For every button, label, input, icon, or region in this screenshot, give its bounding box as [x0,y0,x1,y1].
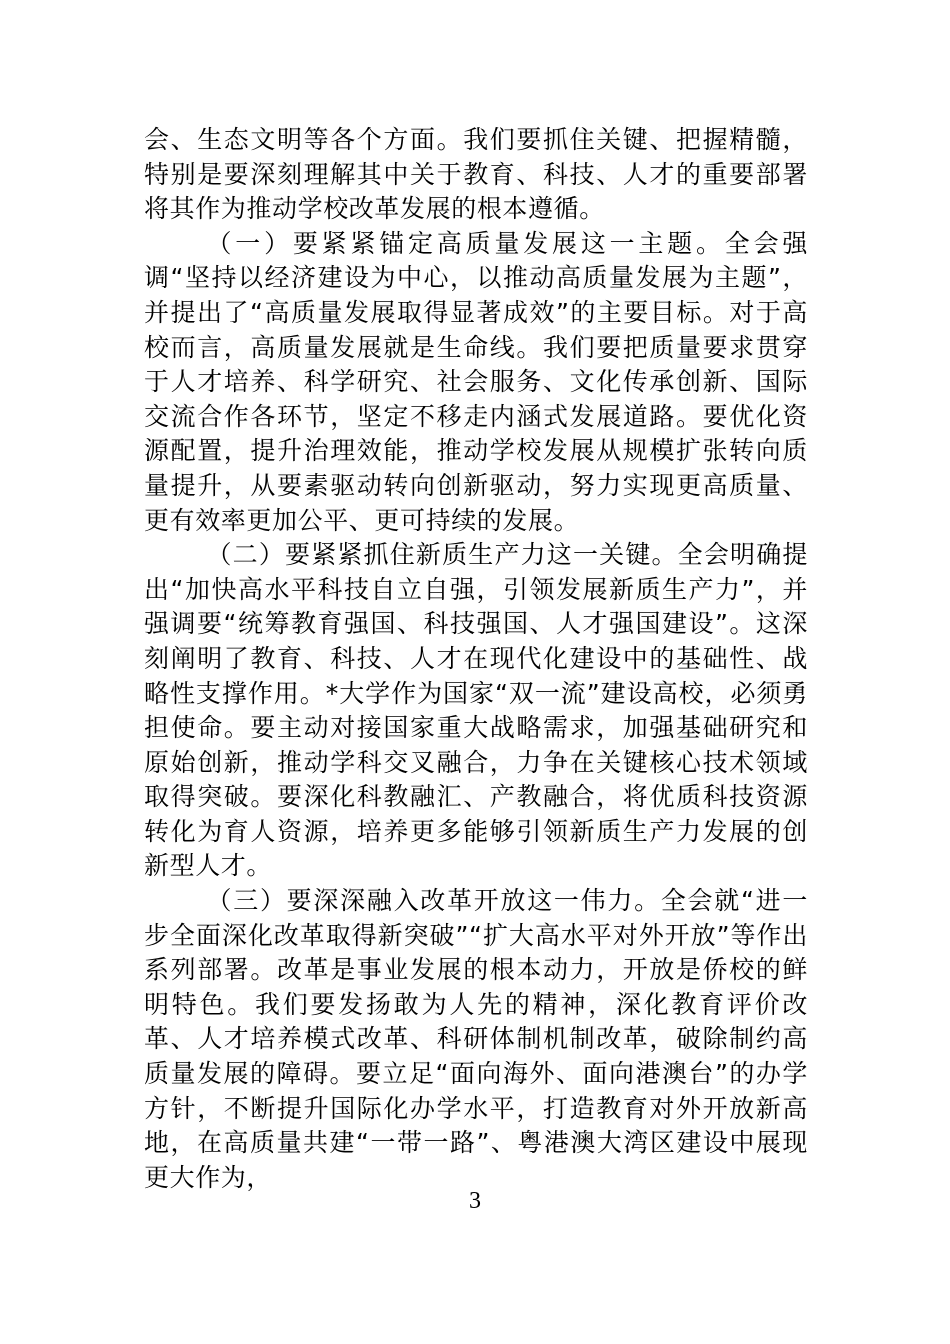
document-body [144,123,808,1195]
paragraph-section-2: （二）要紧紧抓住新质生产力这一关键。全会明确提出“加快高水平科技自立自强，引领发展新质生产力”，并强调要“统筹教育强国、科技强国、人才强国建设”。这深刻阐明了教育、科技、人才在现代化建设中的基础性、战略性支撑作用。*大学作为国家“双一流”建设高校，必须勇担使命。要主动对接国家重大战略需求，加强基础研究和原始创新，推动学科交叉融合，力争在关键核心技术领域取得突破。要深化科教融汇、产教融合，将优质科技资源转化为育人资源，培养更多能够引领新质生产力发展的创新型人才。 [144,540,808,881]
page-number: 3 [469,1188,481,1214]
paragraph-section-3: （三）要深深融入改革开放这一伟力。全会就“进一步全面深化改革取得新突破”“扩大高水平对外开放”等作出系列部署。改革是事业发展的根本动力，开放是侨校的鲜明特色。我们要发扬敢为人先的精神，深化教育评价改革、人才培养模式改革、科研体制机制改革，破除制约高质量发展的障碍。要立足“面向海外、面向港澳台”的办学方针，不断提升国际化办学水平，打造教育对外开放新高地，在高质量共建“一带一路”、粤港澳大湾区建设中展现更大作为， [144,886,808,1192]
paragraph-section-1: （一）要紧紧锚定高质量发展这一主题。全会强调“坚持以经济建设为中心，以推动高质量发展为主题”，并提出了“高质量发展取得显著成效”的主要目标。对于高校而言，高质量发展就是生命线。我们要把质量要求贯穿于人才培养、科学研究、社会服务、文化传承创新、国际交流合作各环节，坚定不移走内涵式发展道路。要优化资源配置，提升治理效能，推动学校发展从规模扩张转向质量提升，从要素驱动转向创新驱动，努力实现更高质量、更有效率更加公平、更可持续的发展。 [144,228,808,535]
paragraph-continuation: 会、生态文明等各个方面。我们要抓住关键、把握精髓，特别是要深刻理解其中关于教育、科技、人才的重要部署将其作为推动学校改革发展的根本遵循。 [144,125,808,224]
